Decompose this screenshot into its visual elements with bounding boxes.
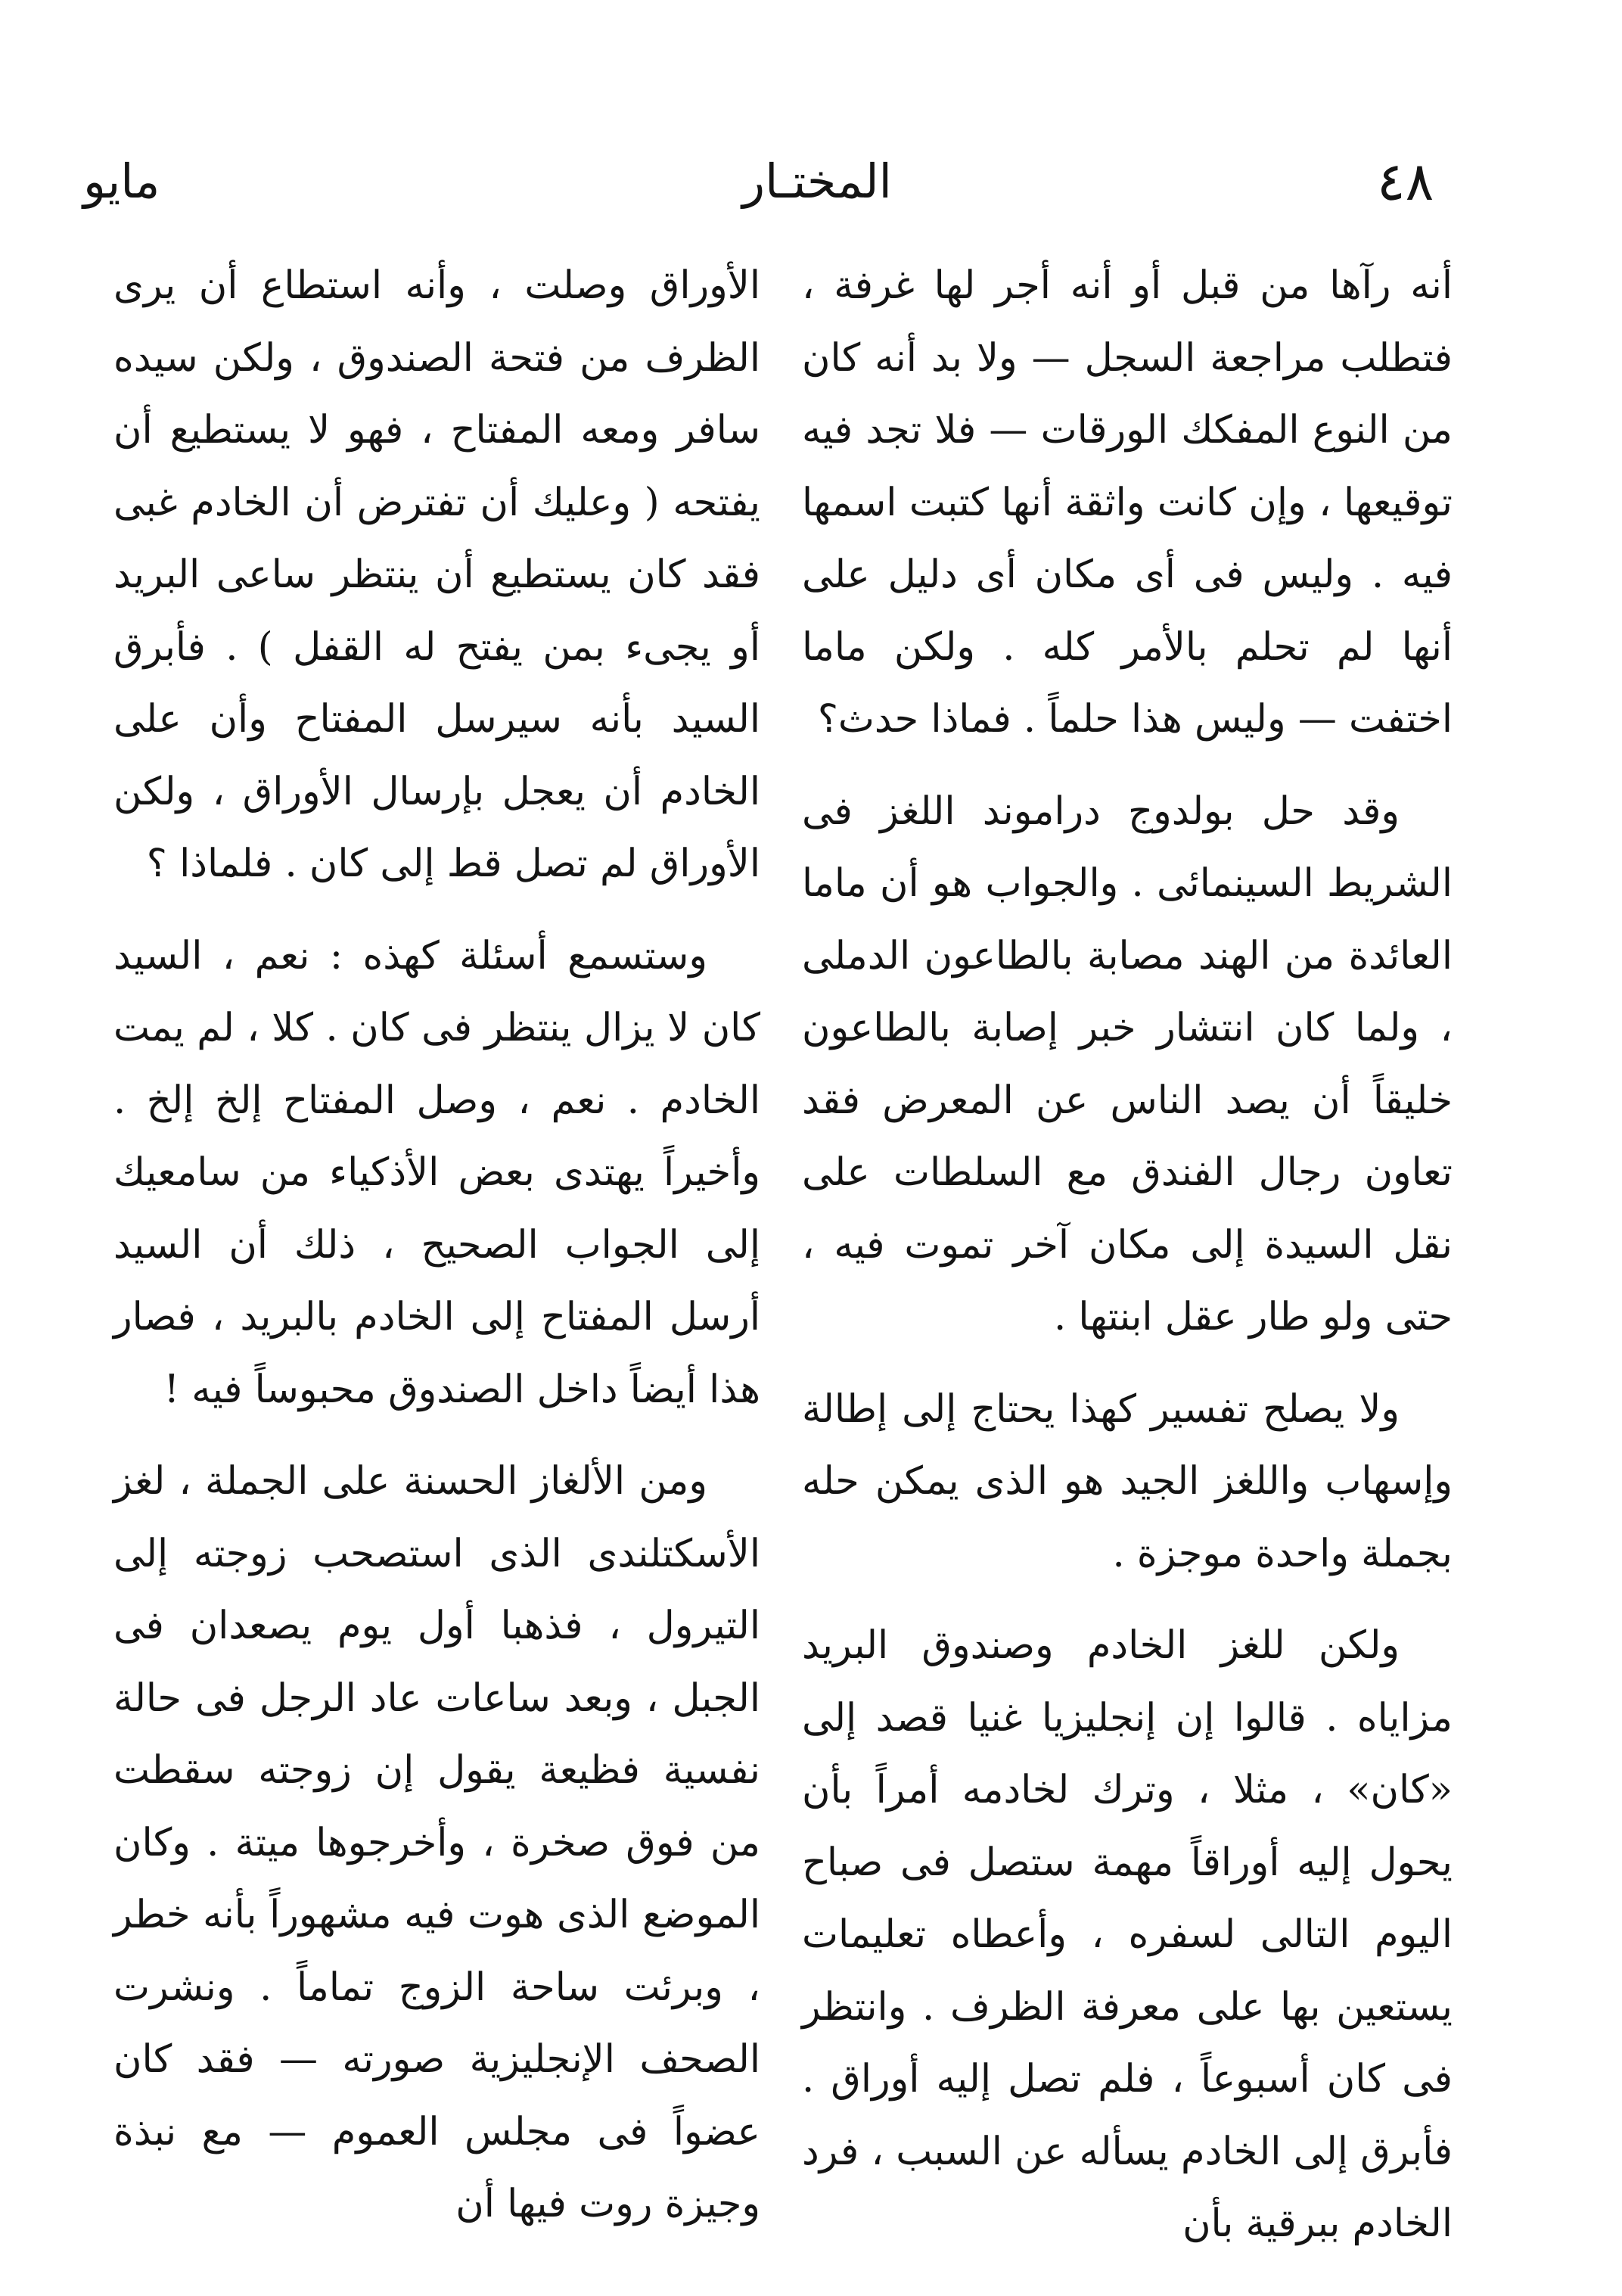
left-text-column (113, 250, 760, 2226)
right-text-column (802, 250, 1453, 2246)
page-header (0, 144, 1622, 227)
paragraph: أنه رآها من قبل أو أنه أجر لها غرفة ، فتطلب مراجعة السجل — ولا بد أنه كان من النوع المفكك الورقات — فلا تجد فيه توقيعها ، وإن كانت واثقة أنها كتبت اسمها فيه . وليس فى أى مكان أى دليل على أنها لم تحلم بالأمر كله . ولكن ماما اختفت — وليس هذا حلماً . فماذا حدث؟ (802, 263, 1453, 742)
page-number: ٤٨ (1377, 151, 1434, 213)
month-label: مايو (83, 154, 160, 209)
paragraph: ومن الألغاز الحسنة على الجملة ، لغز الأسكتلندى الذى استصحب زوجته إلى التيرول ، فذهبا أول يوم يصعدان فى الجبل ، وبعد ساعات عاد الرجل فى حالة نفسية فظيعة يقول إن زوجته سقطت من فوق صخرة ، وأخرجوها ميتة . وكان الموضع الذى هوت فيه مشهوراً بأنه خطر ، وبرئت ساحة الزوج تماماً . ونشرت الصحف الإنجليزية صورته — فقد كان عضواً فى مجلس العموم — مع نبذة وجيزة روت فيها أن (113, 1459, 760, 2226)
paragraph: وقد حل بولدوج دراموند اللغز فى الشريط السينمائى . والجواب هو أن ماما العائدة من الهند مصابة بالطاعون الدملى ، ولما كان انتشار خبر إصابة بالطاعون خليقاً أن يصد الناس عن المعرض فقد تعاون رجال الفندق مع السلطات على نقل السيدة إلى مكان آخر تموت فيه ، حتى ولو طار عقل ابنتها . (802, 789, 1453, 1339)
paragraph: ولا يصلح تفسير كهذا يحتاج إلى إطالة وإسهاب واللغز الجيد هو الذى يمكن حله بجملة واحدة موجزة . (802, 1386, 1453, 1576)
paragraph: ولكن للغز الخادم وصندوق البريد مزاياه . قالوا إن إنجليزيا غنيا قصد إلى «كان» ، مثلا ، وترك لخادمه أمراً بأن يحول إليه أوراقاً مهمة ستصل فى صباح اليوم التالى لسفره ، وأعطاه تعليمات يستعين بها على معرفة الظرف . وانتظر فى كان أسبوعاً ، فلم تصل إليه أوراق . فأبرق إلى الخادم يسأله عن السبب ، فرد الخادم ببرقية بأن (802, 1623, 1453, 2246)
paragraph: وستسمع أسئلة كهذه : نعم ، السيد كان لا يزال ينتظر فى كان . كلا ، لم يمت الخادم . نعم ، وصل المفتاح إلخ إلخ . وأخيراً يهتدى بعض الأذكياء من سامعيك إلى الجواب الصحيح ، ذلك أن السيد أرسل المفتاح إلى الخادم بالبريد ، فصار هذا أيضاً داخل الصندوق محبوساً فيه ! (113, 933, 760, 1412)
paragraph: الأوراق وصلت ، وأنه استطاع أن يرى الظرف من فتحة الصندوق ، ولكن سيده سافر ومعه المفتاح ، فهو لا يستطيع أن يفتحه ( وعليك أن تفترض أن الخادم غبى فقد كان يستطيع أن ينتظر ساعى البريد أو يجىء بمن يفتح له القفل ) . فأبرق السيد بأنه سيرسل المفتاح وأن على الخادم أن يعجل بإرسال الأوراق ، ولكن الأوراق لم تصل قط إلى كان . فلماذا ؟ (113, 263, 760, 886)
running-title: المختـار (742, 154, 892, 209)
